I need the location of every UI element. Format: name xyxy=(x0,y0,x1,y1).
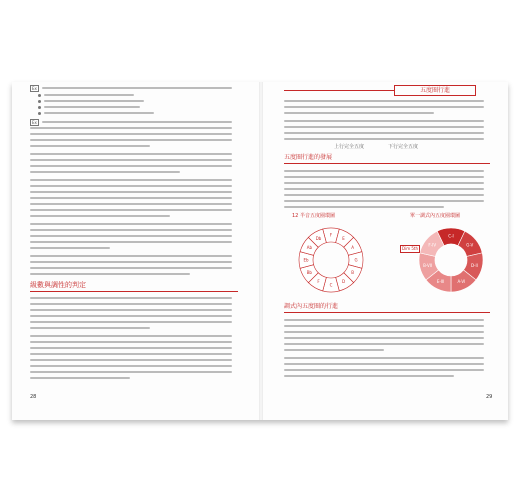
section-rule xyxy=(30,291,238,292)
section-heading: 級數與調性的判定 xyxy=(30,281,86,289)
text-line xyxy=(30,229,232,231)
text-line xyxy=(284,206,444,208)
text-line xyxy=(284,194,484,196)
fifth-down-note: 下行完全五度 xyxy=(388,144,419,150)
text-line xyxy=(42,121,232,123)
text-line xyxy=(44,106,140,108)
roman-tag: Ex xyxy=(32,120,37,125)
section-banner: 五度圈行進 xyxy=(394,85,476,96)
subhead-mode-progression: 調式內五度圈的行進 xyxy=(284,303,339,310)
ring-label: Ab xyxy=(306,245,312,250)
text-line xyxy=(284,170,484,172)
text-line xyxy=(30,247,110,249)
text-line xyxy=(30,215,170,217)
text-line xyxy=(30,185,232,187)
text-line xyxy=(284,319,484,321)
list-bullet xyxy=(38,106,41,109)
subhead-development: 五度圈行進的發展 xyxy=(284,154,333,161)
text-line xyxy=(30,347,232,349)
text-line xyxy=(284,337,484,339)
text-line xyxy=(30,255,232,257)
text-line xyxy=(30,261,232,263)
text-line xyxy=(30,179,232,181)
text-line xyxy=(284,349,384,351)
diagram-2-title: 單一調式內五度圈環圖 xyxy=(410,213,461,219)
text-line xyxy=(30,241,232,243)
text-line xyxy=(284,182,484,184)
text-line xyxy=(30,267,232,269)
text-line xyxy=(30,303,232,305)
text-line xyxy=(30,309,232,311)
text-line xyxy=(284,357,484,359)
text-line xyxy=(30,145,150,147)
text-line xyxy=(30,197,232,199)
subhead-rule xyxy=(284,312,490,313)
circle-of-fifths-12-diagram xyxy=(296,225,366,295)
text-line xyxy=(30,365,232,367)
text-line xyxy=(30,341,232,343)
text-line xyxy=(284,375,454,377)
text-line xyxy=(44,100,144,102)
ring-label: D xyxy=(341,279,346,285)
ring-label: G xyxy=(354,257,358,263)
page-number: 28 xyxy=(30,394,37,400)
text-line xyxy=(284,132,484,134)
ring-label: B xyxy=(351,270,355,275)
ring-label: Bb xyxy=(306,270,312,275)
text-line xyxy=(30,353,232,355)
text-line xyxy=(284,363,484,365)
left-page xyxy=(12,82,260,420)
fifth-up-note: 上行完全五度 xyxy=(334,144,365,150)
text-line xyxy=(284,100,484,102)
ring-label: A xyxy=(351,245,355,250)
text-line xyxy=(30,153,232,155)
list-bullet xyxy=(38,112,41,115)
list-bullet xyxy=(38,100,41,103)
ring-label: A-VI xyxy=(457,279,466,285)
ring-label: G-V xyxy=(466,242,474,248)
text-line xyxy=(30,139,232,141)
ring-label: F xyxy=(317,279,320,285)
text-line xyxy=(42,87,232,89)
list-bullet xyxy=(38,94,41,97)
text-line xyxy=(284,369,484,371)
text-line xyxy=(284,188,484,190)
text-line xyxy=(30,335,232,337)
text-line xyxy=(30,273,190,275)
text-line xyxy=(30,133,232,135)
text-line xyxy=(284,343,484,345)
text-line xyxy=(30,235,232,237)
text-line xyxy=(30,209,232,211)
text-line xyxy=(30,203,232,205)
text-line xyxy=(30,359,232,361)
text-line xyxy=(284,120,484,122)
text-line xyxy=(44,112,154,114)
text-line xyxy=(284,176,484,178)
text-line xyxy=(30,315,232,317)
banner-rule xyxy=(284,90,394,91)
text-line xyxy=(30,159,232,161)
text-line xyxy=(30,371,232,373)
text-line xyxy=(284,138,484,140)
ring-label: C xyxy=(329,282,333,288)
diagram-1-title: 12 半音五度圈環圖 xyxy=(292,213,335,219)
circle-of-fifths-mode-diagram xyxy=(416,225,486,295)
ring-label: D-II xyxy=(470,262,478,268)
page-number: 29 xyxy=(486,394,493,400)
text-line xyxy=(284,106,484,108)
ring-label: B-VII xyxy=(423,262,433,268)
right-page xyxy=(262,82,508,420)
text-line xyxy=(284,325,484,327)
text-line xyxy=(284,112,434,114)
text-line xyxy=(30,327,150,329)
text-line xyxy=(30,297,232,299)
text-line xyxy=(284,126,484,128)
ring-label: F xyxy=(329,232,333,238)
text-line xyxy=(30,191,232,193)
subhead-rule xyxy=(284,163,490,164)
roman-tag: Ex xyxy=(32,86,37,91)
dim5-callout: Dim 5th xyxy=(402,246,419,251)
ring-label: F-IV xyxy=(428,242,437,248)
text-line xyxy=(44,94,134,96)
ring-label: E xyxy=(342,235,345,241)
ring-label: Eb xyxy=(303,257,309,263)
text-line xyxy=(30,171,180,173)
book-spread xyxy=(12,82,508,420)
text-line xyxy=(30,127,232,129)
text-line xyxy=(284,200,484,202)
ring-label: Db xyxy=(315,235,322,241)
ring-label: E-III xyxy=(436,279,445,285)
ring-label: C-I xyxy=(448,233,454,239)
text-line xyxy=(30,321,232,323)
text-line xyxy=(284,331,484,333)
text-line xyxy=(30,377,130,379)
text-line xyxy=(30,223,232,225)
text-line xyxy=(30,165,232,167)
